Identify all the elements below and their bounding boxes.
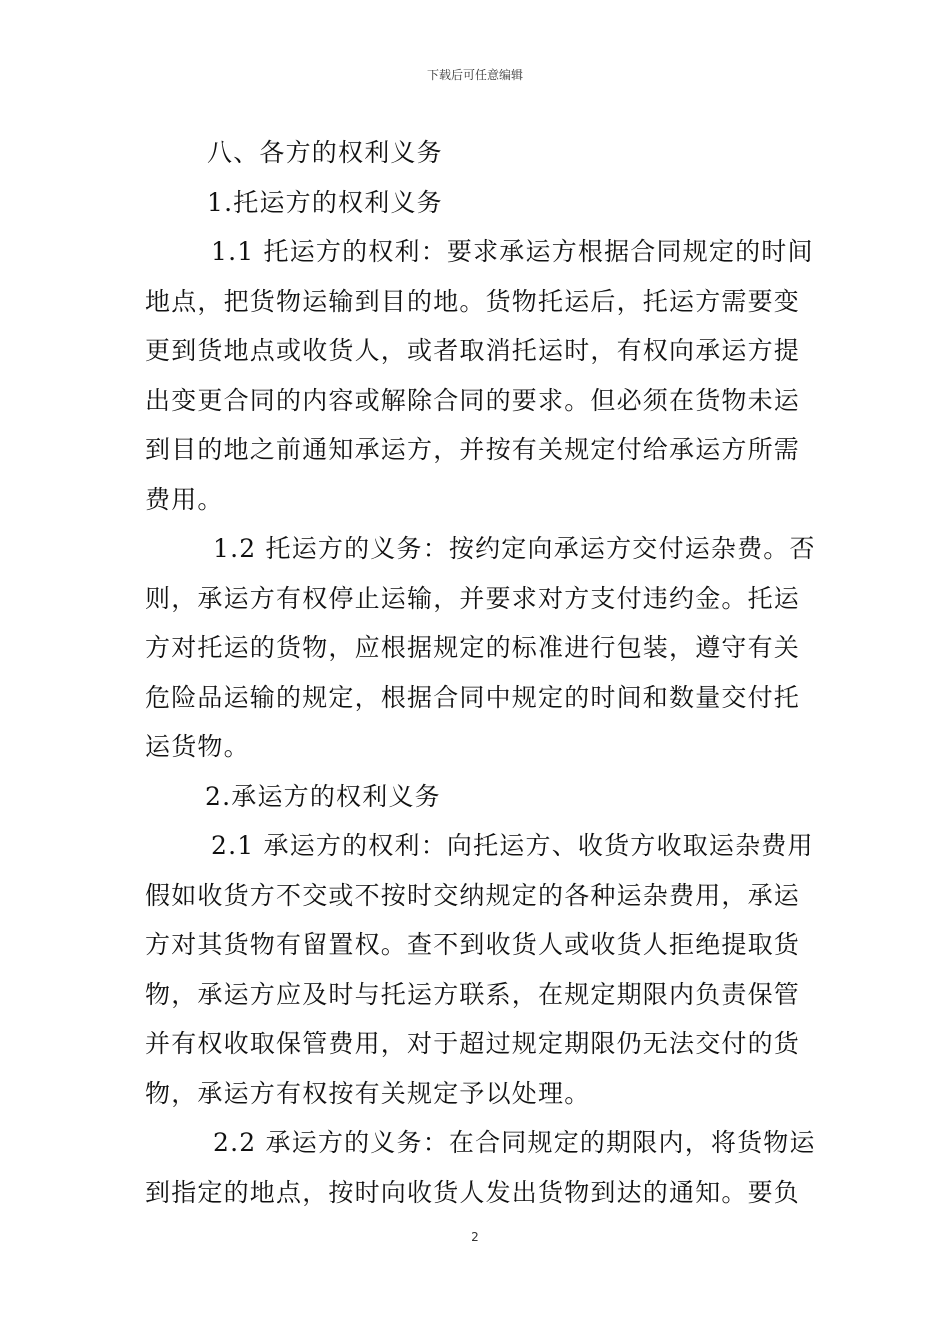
- paragraph-line: 物，承运方应及时与托运方联系，在规定期限内负责保管: [145, 979, 801, 1009]
- paragraph-2-2: [145, 1118, 816, 1217]
- paragraph-line: 出变更合同的内容或解除合同的要求。但必须在货物未运: [145, 385, 801, 415]
- paragraph-line: 到指定的地点，按时向收货人发出货物到达的通知。要负: [145, 1177, 801, 1207]
- paragraph-line: 1.2 托运方的义务：按约定向承运方交付运杂费。否: [213, 534, 816, 563]
- paragraph-line: 地点，把货物运输到目的地。货物托运后，托运方需要变: [145, 286, 801, 316]
- paragraph-line: 方对托运的货物，应根据规定的标准进行包装，遵守有关: [145, 633, 801, 662]
- subsection-heading-1: 1.托运方的权利义务: [207, 187, 443, 217]
- section-heading: 八、各方的权利义务: [207, 138, 443, 167]
- paragraph-line: 方对其货物有留置权。查不到收货人或收货人拒绝提取货: [145, 930, 801, 959]
- paragraph-line: 费用。: [145, 484, 224, 514]
- document-body: [145, 128, 816, 1217]
- paragraph-line: 危险品运输的规定，根据合同中规定的时间和数量交付托: [145, 682, 801, 712]
- page-header: 下载后可任意编辑: [426, 68, 523, 82]
- paragraph-line: 则，承运方有权停止运输，并要求对方支付违约金。托运: [145, 583, 801, 613]
- paragraph-line: 1.1 托运方的权利：要求承运方根据合同规定的时间: [211, 237, 814, 266]
- paragraph-line: 到目的地之前通知承运方，并按有关规定付给承运方所需: [145, 435, 801, 464]
- paragraph-line: 运货物。: [145, 732, 250, 761]
- paragraph-2-1: [145, 821, 814, 1118]
- subsection-heading-2: 2.承运方的权利义务: [205, 781, 441, 811]
- paragraph-line: 更到货地点或收货人，或者取消托运时，有权向承运方提: [145, 336, 801, 365]
- paragraph-1-1: [145, 227, 814, 524]
- paragraph-1-2: [145, 524, 816, 772]
- paragraph-line: 并有权收取保管费用，对于超过规定期限仍无法交付的货: [145, 1029, 801, 1058]
- paragraph-line: 2.1 承运方的权利：向托运方、收货方收取运杂费用: [211, 831, 814, 860]
- paragraph-line: 物，承运方有权按有关规定予以处理。: [145, 1078, 591, 1108]
- page-number: 2: [471, 1230, 479, 1244]
- paragraph-line: 假如收货方不交或不按时交纳规定的各种运杂费用，承运: [145, 880, 801, 910]
- paragraph-line: 2.2 承运方的义务：在合同规定的期限内，将货物运: [213, 1128, 816, 1157]
